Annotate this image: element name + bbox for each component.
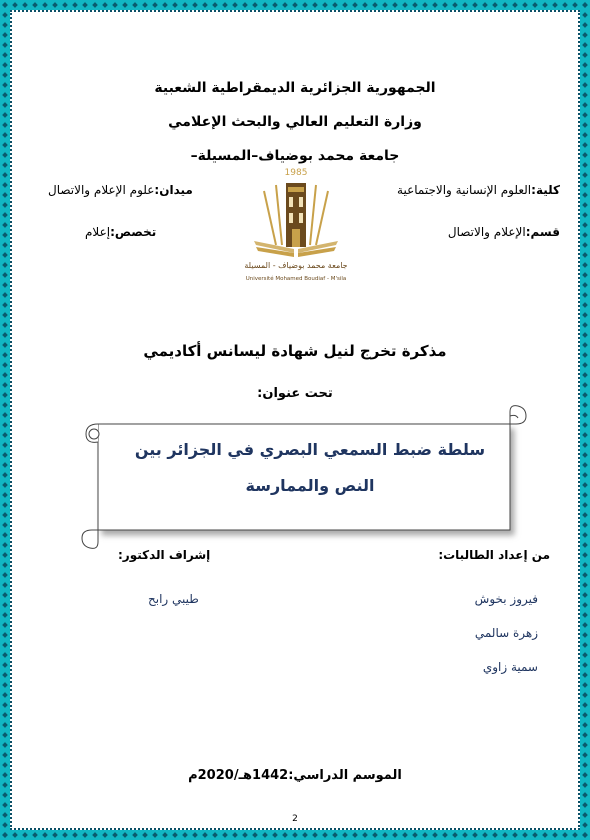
faculty-value: العلوم الإنسانية والاجتماعية [397,183,532,197]
department-label: قسم: [525,225,560,239]
memo-title: سلطة ضبط السمعي البصري في الجزائر بين النص والممارسة [134,440,486,495]
academic-season: الموسم الدراسي:1442هـ/2020م [188,768,402,783]
student-name-3: سمية زاوي [482,660,538,674]
department-info [448,225,560,239]
logo-name-fr: Université Mohamed Boudiaf - M'sila [245,276,347,282]
student-name-1: فيروز بخوش [474,592,538,606]
university-title: جامعة محمد بوضياف–المسيلة– [190,148,400,164]
faculty-info [397,183,560,197]
students-heading: من إعداد الطالبات: [438,548,550,562]
ministry-title: وزارة التعليم العالي والبحث الإعلامي [168,114,422,130]
supervisor-name: طيبي رابح [148,592,199,606]
field-label: ميدان: [154,183,193,197]
specialty-label: تخصص: [110,225,157,239]
page-number: 2 [292,814,298,824]
memo-under-title: تحت عنوان: [257,386,333,401]
student-name-2: زهرة سالمي [474,626,538,640]
field-info [48,183,193,197]
university-logo [236,165,356,290]
department-value: الإعلام والاتصال [447,225,526,239]
supervisor-heading: إشراف الدكتور: [118,548,211,562]
field-value: علوم الإعلام والاتصال [48,183,155,197]
republic-title: الجمهورية الجزائرية الديمقراطية الشعبية [154,80,436,96]
specialty-info [85,225,156,239]
specialty-value: إعلام [85,225,111,239]
logo-year: 1985 [284,168,308,178]
faculty-label: كلية: [531,183,560,197]
memo-degree: مذكرة تخرج لنيل شهادة ليسانس أكاديمي [143,342,447,360]
logo-name-ar: جامعة محمد بوضياف - المسيلة [244,261,348,270]
